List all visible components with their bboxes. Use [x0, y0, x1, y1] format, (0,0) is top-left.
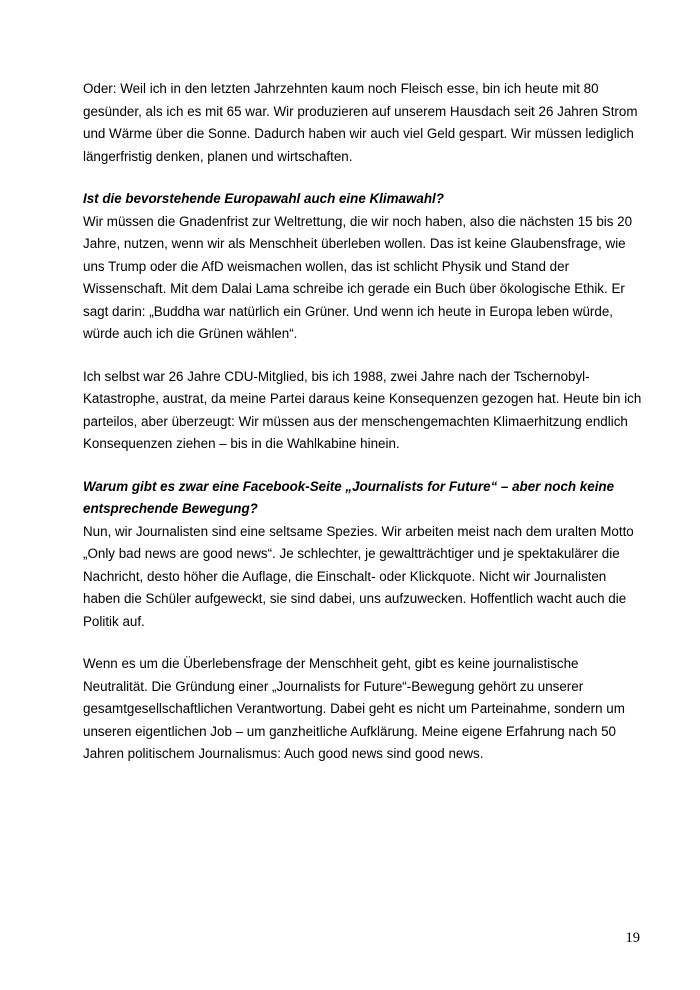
page-number: 19 — [625, 930, 640, 946]
page-content — [83, 78, 643, 786]
paragraph-journalistic-neutrality: Wenn es um die Überlebensfrage der Menschheit geht, gibt es keine journalistische Neutralität. Die Gründung einer „Journalists for Future“-Bewegung gehört zu unserer gesamtgesellschaftlichen Verantwortung. Dabei geht es nicht um Parteinahme, sondern um unseren eigentlichen Job – um ganzheitliche Aufklärung. Meine eigene Erfahrung nach 50 Jahren politischem Journalismus: Auch good news sind good news. — [83, 656, 625, 761]
paragraph-cdu-membership: Ich selbst war 26 Jahre CDU-Mitglied, bis ich 1988, zwei Jahre nach der Tschernobyl-Katastrophe, austrat, da meine Partei daraus keine Konsequenzen gezogen hat. Heute bin ich parteilos, aber überzeugt: Wir müssen aus der menschengemachten Klimaerhitzung endlich Konsequenzen ziehen – bis in die Wahlkabine hinein. — [83, 368, 642, 451]
paragraph-diet-solar: Oder: Weil ich in den letzten Jahrzehnten kaum noch Fleisch esse, bin ich heute mit 80 gesünder, als ich es mit 65 war. Wir produzieren auf unserem Hausdach seit 26 Jahren Strom und Wärme über die Sonne. Dadurch haben wir auch viel Geld gespart. Wir müssen lediglich längerfristig denken, planen und wirtschaften. — [83, 81, 638, 164]
question-journalists-for-future: Warum gibt es zwar eine Facebook-Seite „Journalists for Future“ – aber noch keine entsprechende Bewegung? — [83, 478, 615, 516]
answer-journalists-for-future: Nun, wir Journalisten sind eine seltsame Spezies. Wir arbeiten meist nach dem uralten Motto „Only bad news are good news“. Je schlechter, je gewaltträchtiger und je spektakulärer die Nachricht, desto höher die Auflage, die Einschalt- oder Klickquote. Nicht wir Journalisten haben die Schüler aufgeweckt, sie sind dabei, uns aufzuwecken. Hoffentlich wacht auch die Politik auf. — [83, 523, 634, 629]
answer-europawahl: Wir müssen die Gnadenfrist zur Weltrettung, die wir noch haben, also die nächsten 15 bis 20 Jahre, nutzen, wenn wir als Menschheit überleben wollen. Das ist keine Glaubensfrage, wie uns Trump oder die AfD weismachen wollen, das ist schlicht Physik und Stand der Wissenschaft. Mit dem Dalai Lama schreibe ich gerade ein Buch über ökologische Ethik. Er sagt darin: „Buddha war natürlich ein Grüner. Und wenn ich heute in Europa leben würde, würde auch ich die Grünen wählen“. — [83, 213, 633, 341]
question-europawahl: Ist die bevorstehende Europawahl auch eine Klimawahl? — [83, 191, 444, 206]
